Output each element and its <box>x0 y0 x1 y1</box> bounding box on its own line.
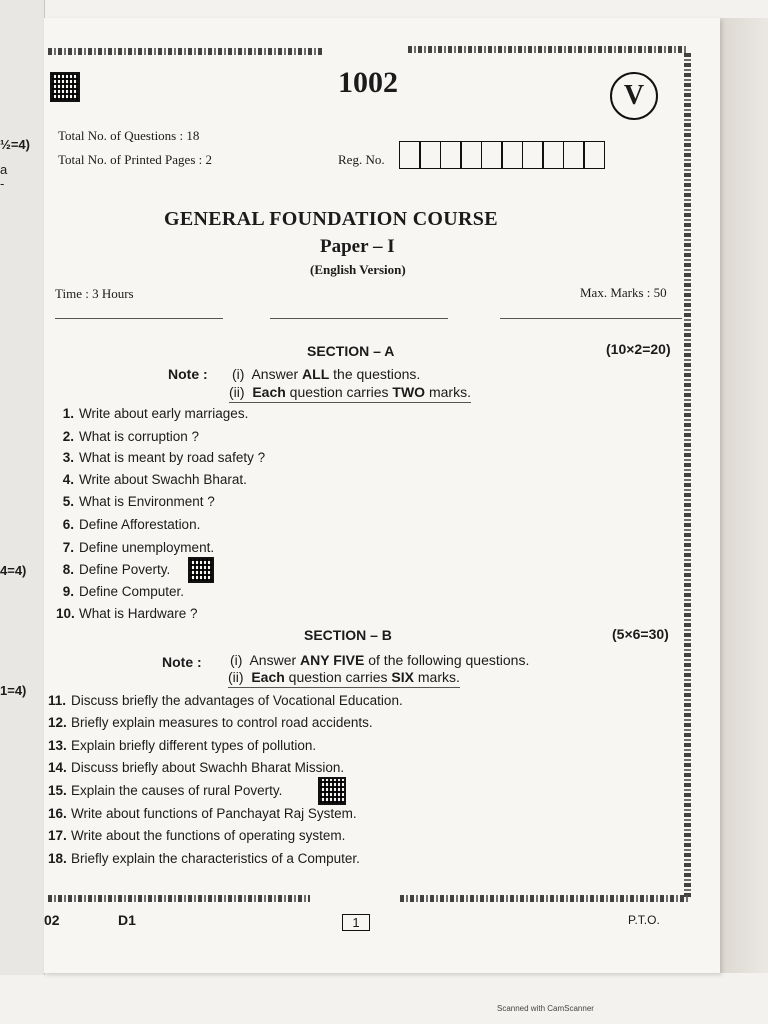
bottom-border-left <box>48 895 310 902</box>
question-item: 14. Discuss briefly about Swachh Bharat Mission. <box>48 760 345 775</box>
question-item: 17. Write about the functions of operating system. <box>48 828 346 843</box>
question-item: 18. Briefly explain the characteristics of a Computer. <box>48 851 360 866</box>
pto-label: P.T.O. <box>628 913 660 927</box>
divider <box>270 318 448 319</box>
divider <box>500 318 682 319</box>
prev-fragment: - <box>0 176 5 191</box>
version-circle: V <box>610 72 658 120</box>
desk-edge <box>720 18 768 973</box>
question-item: 10. What is Hardware ? <box>56 606 198 621</box>
question-item: 2. What is corruption ? <box>62 429 200 444</box>
question-item: 9. Define Computer. <box>62 584 185 599</box>
note-b-2: (ii) Each question carries SIX marks. <box>228 669 460 688</box>
section-a-marks: (10×2=20) <box>606 341 671 357</box>
question-item: 3. What is meant by road safety ? <box>62 450 266 465</box>
reg-no-boxes[interactable] <box>400 141 605 169</box>
note-a-1: (i) Answer ALL the questions. <box>232 366 421 382</box>
divider <box>55 318 223 319</box>
question-item: 16. Write about functions of Panchayat Raj System. <box>48 806 357 821</box>
note-label: Note : <box>168 366 208 382</box>
paper-code: 1002 <box>338 66 398 99</box>
top-border-left <box>48 48 323 55</box>
previous-page-edge <box>0 0 45 975</box>
right-border <box>684 52 691 897</box>
section-b-marks: (5×6=30) <box>612 626 669 642</box>
section-a-heading: SECTION – A <box>307 343 395 359</box>
bottom-border-right <box>400 895 688 902</box>
question-item: 5. What is Environment ? <box>62 494 215 509</box>
prev-fragment: ½=4) <box>0 137 30 152</box>
prev-fragment: 4=4) <box>0 563 27 578</box>
question-item: 13. Explain briefly different types of pollution. <box>48 738 317 753</box>
note-a-2: (ii) Each question carries TWO marks. <box>229 384 471 403</box>
top-border-right <box>408 46 688 53</box>
question-item: 7. Define unemployment. <box>62 540 215 555</box>
scanner-watermark: Scanned with CamScanner <box>497 1004 594 1013</box>
total-pages: Total No. of Printed Pages : 2 <box>58 152 212 167</box>
footer-set: D1 <box>118 912 136 928</box>
prev-fragment: 1=4) <box>0 683 27 698</box>
course-title: GENERAL FOUNDATION COURSE <box>164 208 498 230</box>
question-item: 8. Define Poverty. <box>62 562 171 577</box>
total-questions: Total No. of Questions : 18 <box>58 128 200 143</box>
footer-code: 02 <box>44 912 60 928</box>
question-item: 1. Write about early marriages. <box>62 406 249 421</box>
question-item: 15. Explain the causes of rural Poverty. <box>48 783 283 798</box>
reg-no-label: Reg. No. <box>338 152 385 167</box>
question-item: 6. Define Afforestation. <box>62 517 201 532</box>
paper-number: Paper – I <box>320 236 395 257</box>
question-item: 11. Discuss briefly the advantages of Vocational Education. <box>48 693 403 708</box>
time-label: Time : 3 Hours <box>55 286 134 301</box>
qr-code-icon <box>50 72 80 102</box>
note-b-1: (i) Answer ANY FIVE of the following questions. <box>230 652 530 668</box>
version-label: (English Version) <box>310 262 406 277</box>
qr-code-icon <box>318 777 346 805</box>
question-item: 12. Briefly explain measures to control road accidents. <box>48 715 373 730</box>
qr-code-icon <box>188 557 214 583</box>
prev-fragment: a <box>0 162 8 177</box>
section-b-heading: SECTION – B <box>304 627 392 643</box>
page-number: 1 <box>342 914 370 931</box>
question-item: 4. Write about Swachh Bharat. <box>62 472 247 487</box>
note-label: Note : <box>162 654 202 670</box>
max-marks-label: Max. Marks : 50 <box>580 285 667 300</box>
